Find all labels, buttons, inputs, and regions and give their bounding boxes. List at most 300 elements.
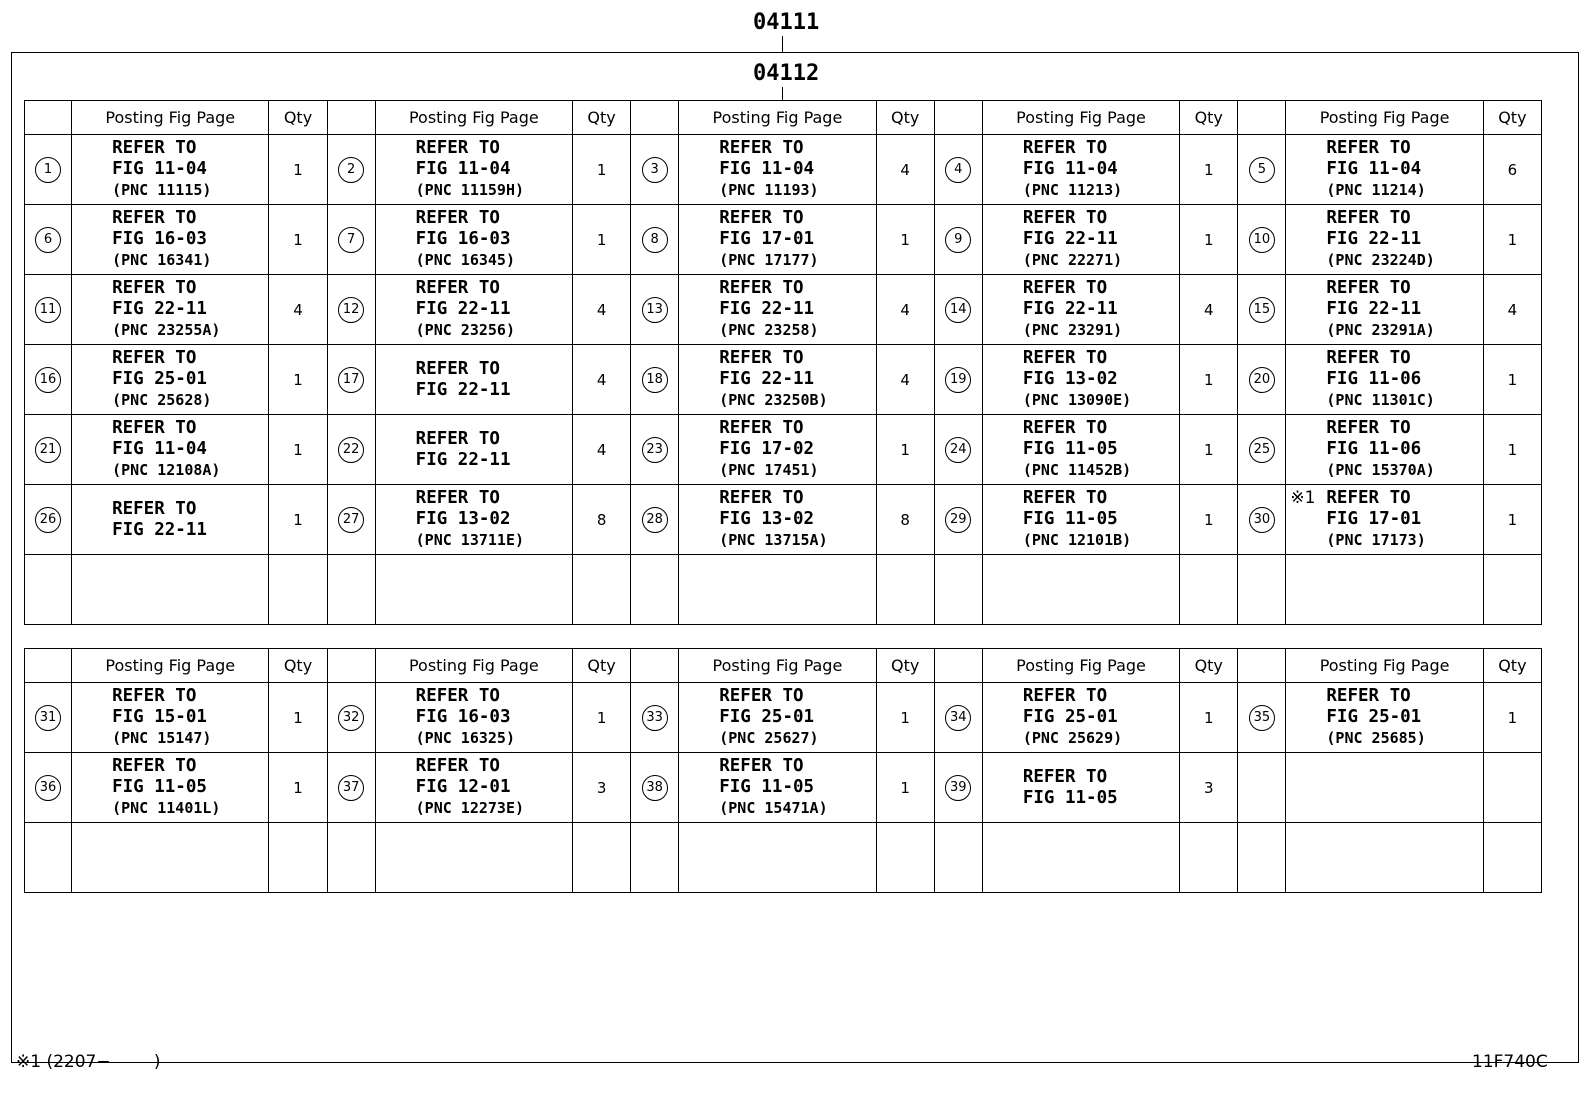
header-blank bbox=[934, 101, 982, 135]
fig-reference[interactable]: FIG 15-01 bbox=[112, 707, 207, 727]
fig-reference[interactable]: FIG 11-04 bbox=[1022, 159, 1118, 179]
callout-number[interactable]: 31 bbox=[35, 705, 61, 731]
header-qty: Qty bbox=[1483, 649, 1541, 683]
reference-cell bbox=[72, 205, 269, 275]
refer-to-text bbox=[416, 488, 572, 509]
refer-to-label: REFER TO bbox=[1326, 208, 1411, 228]
pnc-number: (PNC 11213) bbox=[1022, 181, 1123, 199]
empty-cell bbox=[1238, 555, 1286, 625]
reference-cell bbox=[679, 683, 876, 753]
header-blank bbox=[1238, 649, 1286, 683]
reference-cell bbox=[982, 415, 1179, 485]
qty-value: 1 bbox=[1180, 485, 1238, 555]
refer-to-label: REFER TO bbox=[112, 348, 197, 368]
reference-cell bbox=[679, 205, 876, 275]
callout-number[interactable]: 15 bbox=[1249, 297, 1275, 323]
refer-to-text bbox=[112, 278, 268, 299]
refer-to-text bbox=[1023, 278, 1179, 299]
refer-to-label: REFER TO bbox=[1326, 138, 1411, 158]
refer-to-label: REFER TO bbox=[719, 756, 804, 776]
qty-value: 1 bbox=[1483, 683, 1541, 753]
header-qty: Qty bbox=[1180, 101, 1238, 135]
reference-cell bbox=[982, 753, 1179, 823]
qty-value: 4 bbox=[876, 345, 934, 415]
refer-to-text bbox=[719, 418, 875, 439]
qty-value: 4 bbox=[876, 135, 934, 205]
table-row bbox=[25, 683, 1542, 753]
fig-reference[interactable]: FIG 22-11 bbox=[1022, 299, 1118, 319]
fig-reference[interactable]: FIG 11-06 bbox=[1326, 369, 1422, 389]
reference-cell bbox=[375, 205, 572, 275]
callout-number[interactable]: 6 bbox=[35, 227, 61, 253]
refer-to-label: REFER TO bbox=[1022, 488, 1108, 508]
qty-value: 4 bbox=[1180, 275, 1238, 345]
empty-cell bbox=[934, 555, 982, 625]
pnc-number: (PNC 13711E) bbox=[415, 531, 525, 549]
refer-to-label: REFER TO bbox=[112, 418, 197, 438]
pnc-number: (PNC 25685) bbox=[1326, 729, 1426, 747]
fig-reference[interactable]: FIG 22-11 bbox=[719, 369, 815, 389]
empty-row bbox=[25, 555, 1542, 625]
empty-cell bbox=[25, 555, 72, 625]
refer-to-text bbox=[1326, 138, 1482, 159]
empty-cell bbox=[269, 823, 327, 893]
qty-value: 1 bbox=[876, 415, 934, 485]
pnc-number: (PNC 11193) bbox=[719, 181, 819, 199]
qty-value: 1 bbox=[1483, 205, 1541, 275]
empty-cell bbox=[876, 555, 934, 625]
header-row bbox=[25, 101, 1542, 135]
refer-to-label: REFER TO bbox=[112, 278, 197, 298]
callout-cell bbox=[934, 485, 982, 555]
refer-to-text bbox=[719, 208, 875, 229]
header-qty: Qty bbox=[269, 101, 327, 135]
pnc-number: (PNC 23291A) bbox=[1326, 321, 1435, 339]
callout-number[interactable]: 32 bbox=[338, 705, 364, 731]
callout-cell bbox=[631, 683, 679, 753]
parts-table-2 bbox=[24, 648, 1542, 893]
footnote: ※1 (2207− ) bbox=[16, 1052, 161, 1072]
table-row bbox=[25, 135, 1542, 205]
fig-reference[interactable]: FIG 11-05 bbox=[1022, 787, 1118, 808]
callout-number[interactable]: 17 bbox=[338, 367, 364, 393]
empty-cell bbox=[1238, 753, 1286, 823]
fig-reference[interactable]: FIG 22-11 bbox=[1022, 229, 1118, 249]
fig-reference[interactable]: FIG 22-11 bbox=[112, 299, 207, 319]
pnc-number: (PNC 23291) bbox=[1022, 321, 1123, 339]
fig-reference[interactable]: FIG 16-03 bbox=[415, 707, 511, 727]
pnc-number: (PNC 11452B) bbox=[1022, 461, 1132, 479]
qty-value: 1 bbox=[1180, 683, 1238, 753]
refer-to-label: REFER TO bbox=[1022, 766, 1108, 787]
empty-cell bbox=[1483, 753, 1541, 823]
callout-number[interactable]: 2 bbox=[338, 157, 364, 183]
empty-row bbox=[25, 823, 1542, 893]
callout-number[interactable]: 9 bbox=[945, 227, 971, 253]
refer-to-text bbox=[112, 686, 268, 707]
reference-cell bbox=[679, 345, 876, 415]
callout-number[interactable]: 7 bbox=[338, 227, 364, 253]
empty-cell bbox=[1286, 823, 1483, 893]
qty-value: 8 bbox=[573, 485, 631, 555]
qty-value: 1 bbox=[876, 205, 934, 275]
header-posting-fig-page: Posting Fig Page bbox=[1286, 101, 1483, 135]
callout-cell bbox=[25, 753, 72, 823]
callout-number[interactable]: 33 bbox=[642, 705, 668, 731]
qty-value: 6 bbox=[1483, 135, 1541, 205]
callout-cell bbox=[631, 415, 679, 485]
callout-number[interactable]: 13 bbox=[642, 297, 668, 323]
reference-cell bbox=[1286, 683, 1483, 753]
fig-reference[interactable]: FIG 22-11 bbox=[719, 299, 815, 319]
fig-reference[interactable]: FIG 11-05 bbox=[1022, 509, 1118, 529]
refer-to-text bbox=[1326, 278, 1482, 299]
refer-to-text bbox=[112, 756, 268, 777]
leader-line-04111 bbox=[782, 36, 783, 52]
table-row bbox=[25, 205, 1542, 275]
callout-cell bbox=[25, 205, 72, 275]
empty-cell bbox=[1180, 823, 1238, 893]
callout-number[interactable]: 39 bbox=[945, 775, 971, 801]
header-qty: Qty bbox=[1180, 649, 1238, 683]
note-mark: ※1 bbox=[1290, 488, 1316, 508]
callout-number[interactable]: 1 bbox=[35, 157, 61, 183]
header-qty: Qty bbox=[573, 101, 631, 135]
refer-to-label: REFER TO bbox=[1022, 208, 1108, 228]
qty-value: 8 bbox=[876, 485, 934, 555]
reference-cell bbox=[1286, 345, 1483, 415]
fig-reference[interactable]: FIG 13-02 bbox=[1022, 369, 1118, 389]
table-row bbox=[25, 345, 1542, 415]
qty-value: 1 bbox=[1180, 205, 1238, 275]
refer-to-label: REFER TO bbox=[415, 488, 500, 508]
pnc-number: (PNC 12273E) bbox=[415, 799, 525, 817]
pnc-number: (PNC 12101B) bbox=[1022, 531, 1132, 549]
refer-to-label: REFER TO bbox=[1326, 348, 1411, 368]
fig-reference[interactable]: FIG 25-01 bbox=[719, 707, 815, 727]
callout-cell bbox=[1238, 135, 1286, 205]
callout-cell bbox=[934, 415, 982, 485]
callout-cell bbox=[631, 345, 679, 415]
empty-cell bbox=[573, 823, 631, 893]
pnc-number: (PNC 23250B) bbox=[719, 391, 828, 409]
callout-cell bbox=[25, 683, 72, 753]
reference-cell bbox=[72, 345, 269, 415]
reference-cell bbox=[679, 415, 876, 485]
fig-reference[interactable]: FIG 13-02 bbox=[415, 509, 511, 529]
qty-value: 1 bbox=[269, 345, 327, 415]
empty-cell bbox=[25, 823, 72, 893]
header-blank bbox=[934, 649, 982, 683]
callout-number[interactable]: 16 bbox=[35, 367, 61, 393]
callout-number[interactable]: 19 bbox=[945, 367, 971, 393]
pnc-number: (PNC 15471A) bbox=[719, 799, 828, 817]
qty-value: 1 bbox=[269, 415, 327, 485]
refer-to-label: REFER TO bbox=[719, 488, 804, 508]
header-posting-fig-page: Posting Fig Page bbox=[375, 101, 572, 135]
pnc-number: (PNC 16341) bbox=[112, 251, 212, 269]
empty-cell bbox=[327, 823, 375, 893]
fig-reference[interactable]: FIG 11-04 bbox=[1326, 159, 1422, 179]
callout-cell bbox=[631, 135, 679, 205]
label-04112: 04112 bbox=[753, 61, 820, 86]
header-blank bbox=[327, 101, 375, 135]
callout-number[interactable]: 14 bbox=[945, 297, 971, 323]
refer-to-label: REFER TO bbox=[112, 208, 197, 228]
header-qty: Qty bbox=[1483, 101, 1541, 135]
refer-to-text bbox=[112, 418, 268, 439]
callout-cell bbox=[1238, 683, 1286, 753]
refer-to-label: REFER TO bbox=[719, 138, 804, 158]
reference-cell bbox=[72, 275, 269, 345]
header-posting-fig-page: Posting Fig Page bbox=[679, 649, 876, 683]
header-posting-fig-page: Posting Fig Page bbox=[982, 649, 1179, 683]
callout-number[interactable]: 29 bbox=[945, 507, 971, 533]
fig-reference[interactable]: FIG 11-04 bbox=[112, 439, 207, 459]
pnc-number: (PNC 17173) bbox=[1326, 531, 1426, 549]
empty-cell bbox=[1286, 555, 1483, 625]
reference-cell bbox=[375, 275, 572, 345]
pnc-number: (PNC 11401L) bbox=[112, 799, 221, 817]
fig-reference[interactable]: FIG 11-04 bbox=[415, 159, 511, 179]
qty-value: 1 bbox=[573, 205, 631, 275]
callout-cell bbox=[327, 753, 375, 823]
reference-cell bbox=[72, 415, 269, 485]
callout-number[interactable]: 27 bbox=[338, 507, 364, 533]
fig-reference[interactable]: FIG 17-01 bbox=[719, 229, 815, 249]
callout-number[interactable]: 18 bbox=[642, 367, 668, 393]
pnc-number: (PNC 16345) bbox=[415, 251, 515, 269]
reference-cell bbox=[72, 135, 269, 205]
callout-number[interactable]: 21 bbox=[35, 437, 61, 463]
callout-cell bbox=[631, 205, 679, 275]
callout-number[interactable]: 8 bbox=[642, 227, 668, 253]
callout-number[interactable]: 20 bbox=[1249, 367, 1275, 393]
fig-reference[interactable]: FIG 25-01 bbox=[1326, 707, 1422, 727]
callout-cell bbox=[934, 205, 982, 275]
refer-to-text bbox=[719, 756, 875, 777]
fig-reference[interactable]: FIG 22-11 bbox=[415, 449, 511, 470]
pnc-number: (PNC 22271) bbox=[1022, 251, 1123, 269]
qty-value: 4 bbox=[573, 275, 631, 345]
refer-to-text bbox=[1023, 686, 1179, 707]
reference-cell bbox=[375, 683, 572, 753]
callout-number[interactable]: 36 bbox=[35, 775, 61, 801]
refer-to-label: REFER TO bbox=[719, 278, 804, 298]
pnc-number: (PNC 23258) bbox=[719, 321, 819, 339]
callout-cell bbox=[934, 345, 982, 415]
fig-reference[interactable]: FIG 17-01 bbox=[1326, 509, 1422, 529]
refer-to-label: REFER TO bbox=[415, 686, 500, 706]
refer-to-text bbox=[719, 278, 875, 299]
refer-to-label: REFER TO bbox=[719, 348, 804, 368]
fig-reference[interactable]: FIG 22-11 bbox=[1326, 229, 1422, 249]
pnc-number: (PNC 17451) bbox=[719, 461, 819, 479]
empty-cell bbox=[631, 823, 679, 893]
callout-number[interactable]: 38 bbox=[642, 775, 668, 801]
reference-cell bbox=[72, 485, 269, 555]
table-row bbox=[25, 485, 1542, 555]
callout-number[interactable]: 34 bbox=[945, 705, 971, 731]
table-row bbox=[25, 753, 1542, 823]
callout-number[interactable]: 25 bbox=[1249, 437, 1275, 463]
fig-reference[interactable]: FIG 25-01 bbox=[112, 369, 207, 389]
fig-reference[interactable]: FIG 12-01 bbox=[415, 777, 511, 797]
callout-cell bbox=[631, 753, 679, 823]
fig-reference[interactable]: FIG 22-11 bbox=[415, 379, 511, 400]
pnc-number: (PNC 12108A) bbox=[112, 461, 221, 479]
pnc-number: (PNC 11159H) bbox=[415, 181, 525, 199]
pnc-number: (PNC 11115) bbox=[112, 181, 212, 199]
empty-cell bbox=[72, 823, 269, 893]
pnc-number: (PNC 23256) bbox=[415, 321, 515, 339]
callout-number[interactable]: 23 bbox=[642, 437, 668, 463]
fig-reference[interactable]: FIG 22-11 bbox=[1326, 299, 1422, 319]
refer-to-text bbox=[416, 429, 572, 450]
label-04111: 04111 bbox=[753, 10, 820, 35]
callout-number[interactable]: 22 bbox=[338, 437, 364, 463]
refer-to-label: REFER TO bbox=[719, 686, 804, 706]
pnc-number: (PNC 11214) bbox=[1326, 181, 1426, 199]
callout-number[interactable]: 30 bbox=[1249, 507, 1275, 533]
header-blank bbox=[631, 649, 679, 683]
qty-value: 3 bbox=[573, 753, 631, 823]
qty-value: 1 bbox=[1180, 415, 1238, 485]
pnc-number: (PNC 11301C) bbox=[1326, 391, 1435, 409]
refer-to-text bbox=[416, 756, 572, 777]
qty-value: 1 bbox=[573, 135, 631, 205]
reference-cell bbox=[375, 345, 572, 415]
empty-cell bbox=[982, 823, 1179, 893]
reference-cell bbox=[982, 135, 1179, 205]
reference-cell bbox=[375, 485, 572, 555]
refer-to-text bbox=[112, 499, 268, 520]
refer-to-text bbox=[416, 686, 572, 707]
fig-reference[interactable]: FIG 11-04 bbox=[112, 159, 207, 179]
refer-to-label: REFER TO bbox=[415, 208, 500, 228]
qty-value: 4 bbox=[269, 275, 327, 345]
qty-value: 1 bbox=[269, 753, 327, 823]
callout-cell bbox=[934, 275, 982, 345]
parts-table-1 bbox=[24, 100, 1542, 625]
callout-number[interactable]: 11 bbox=[35, 297, 61, 323]
callout-number[interactable]: 35 bbox=[1249, 705, 1275, 731]
refer-to-label: REFER TO bbox=[719, 418, 804, 438]
callout-number[interactable]: 4 bbox=[945, 157, 971, 183]
pnc-number: (PNC 16325) bbox=[415, 729, 515, 747]
callout-number[interactable]: 10 bbox=[1249, 227, 1275, 253]
callout-number[interactable]: 3 bbox=[642, 157, 668, 183]
fig-reference[interactable]: FIG 11-05 bbox=[719, 777, 815, 797]
refer-to-label: REFER TO bbox=[1022, 686, 1108, 706]
callout-number[interactable]: 24 bbox=[945, 437, 971, 463]
reference-cell bbox=[982, 485, 1179, 555]
table-row bbox=[25, 415, 1542, 485]
reference-cell bbox=[982, 205, 1179, 275]
callout-cell bbox=[25, 135, 72, 205]
fig-reference[interactable]: FIG 22-11 bbox=[112, 519, 207, 540]
header-posting-fig-page: Posting Fig Page bbox=[679, 101, 876, 135]
fig-reference[interactable]: FIG 11-05 bbox=[112, 777, 207, 797]
header-row bbox=[25, 649, 1542, 683]
refer-to-text bbox=[1326, 348, 1482, 369]
header-blank bbox=[327, 649, 375, 683]
reference-cell bbox=[982, 683, 1179, 753]
qty-value: 1 bbox=[876, 753, 934, 823]
callout-cell bbox=[631, 485, 679, 555]
qty-value: 1 bbox=[1483, 345, 1541, 415]
fig-reference[interactable]: FIG 11-05 bbox=[1022, 439, 1118, 459]
reference-cell bbox=[1286, 205, 1483, 275]
reference-cell bbox=[982, 345, 1179, 415]
callout-cell bbox=[327, 135, 375, 205]
pnc-number: (PNC 23224D) bbox=[1326, 251, 1435, 269]
qty-value: 4 bbox=[1483, 275, 1541, 345]
header-posting-fig-page: Posting Fig Page bbox=[982, 101, 1179, 135]
pnc-number: (PNC 25627) bbox=[719, 729, 819, 747]
fig-reference[interactable]: FIG 16-03 bbox=[415, 229, 511, 249]
callout-cell bbox=[1238, 345, 1286, 415]
reference-cell bbox=[679, 135, 876, 205]
callout-number[interactable]: 28 bbox=[642, 507, 668, 533]
refer-to-text bbox=[112, 138, 268, 159]
callout-number[interactable]: 12 bbox=[338, 297, 364, 323]
fig-reference[interactable]: FIG 13-02 bbox=[719, 509, 815, 529]
refer-to-text bbox=[416, 359, 572, 380]
empty-cell bbox=[631, 555, 679, 625]
callout-number[interactable]: 37 bbox=[338, 775, 364, 801]
callout-cell bbox=[327, 683, 375, 753]
empty-cell bbox=[1286, 753, 1483, 823]
reference-cell bbox=[679, 485, 876, 555]
refer-to-label: REFER TO bbox=[1326, 278, 1411, 298]
callout-cell bbox=[1238, 275, 1286, 345]
empty-cell bbox=[934, 823, 982, 893]
qty-value: 1 bbox=[269, 485, 327, 555]
header-posting-fig-page: Posting Fig Page bbox=[375, 649, 572, 683]
refer-to-text bbox=[416, 138, 572, 159]
refer-to-text bbox=[719, 348, 875, 369]
refer-to-text bbox=[1023, 138, 1179, 159]
fig-reference[interactable]: FIG 16-03 bbox=[112, 229, 207, 249]
callout-number[interactable]: 26 bbox=[35, 507, 61, 533]
callout-number[interactable]: 5 bbox=[1249, 157, 1275, 183]
fig-reference[interactable]: FIG 11-06 bbox=[1326, 439, 1422, 459]
reference-cell bbox=[1286, 415, 1483, 485]
empty-cell bbox=[679, 555, 876, 625]
fig-reference[interactable]: FIG 22-11 bbox=[415, 299, 511, 319]
refer-to-label: REFER TO bbox=[415, 278, 500, 298]
refer-to-text bbox=[112, 348, 268, 369]
refer-to-label: REFER TO bbox=[1022, 418, 1108, 438]
empty-cell bbox=[1483, 555, 1541, 625]
callout-cell bbox=[25, 275, 72, 345]
fig-reference[interactable]: FIG 11-04 bbox=[719, 159, 815, 179]
callout-cell bbox=[25, 415, 72, 485]
fig-reference[interactable]: FIG 25-01 bbox=[1022, 707, 1118, 727]
callout-cell bbox=[934, 683, 982, 753]
pnc-number: (PNC 25628) bbox=[112, 391, 212, 409]
header-posting-fig-page: Posting Fig Page bbox=[72, 649, 269, 683]
refer-to-label: REFER TO bbox=[415, 756, 500, 776]
reference-cell bbox=[72, 683, 269, 753]
fig-reference[interactable]: FIG 17-02 bbox=[719, 439, 815, 459]
empty-cell bbox=[573, 555, 631, 625]
header-qty: Qty bbox=[269, 649, 327, 683]
callout-cell bbox=[327, 415, 375, 485]
callout-cell bbox=[934, 753, 982, 823]
refer-to-label: REFER TO bbox=[112, 756, 197, 776]
